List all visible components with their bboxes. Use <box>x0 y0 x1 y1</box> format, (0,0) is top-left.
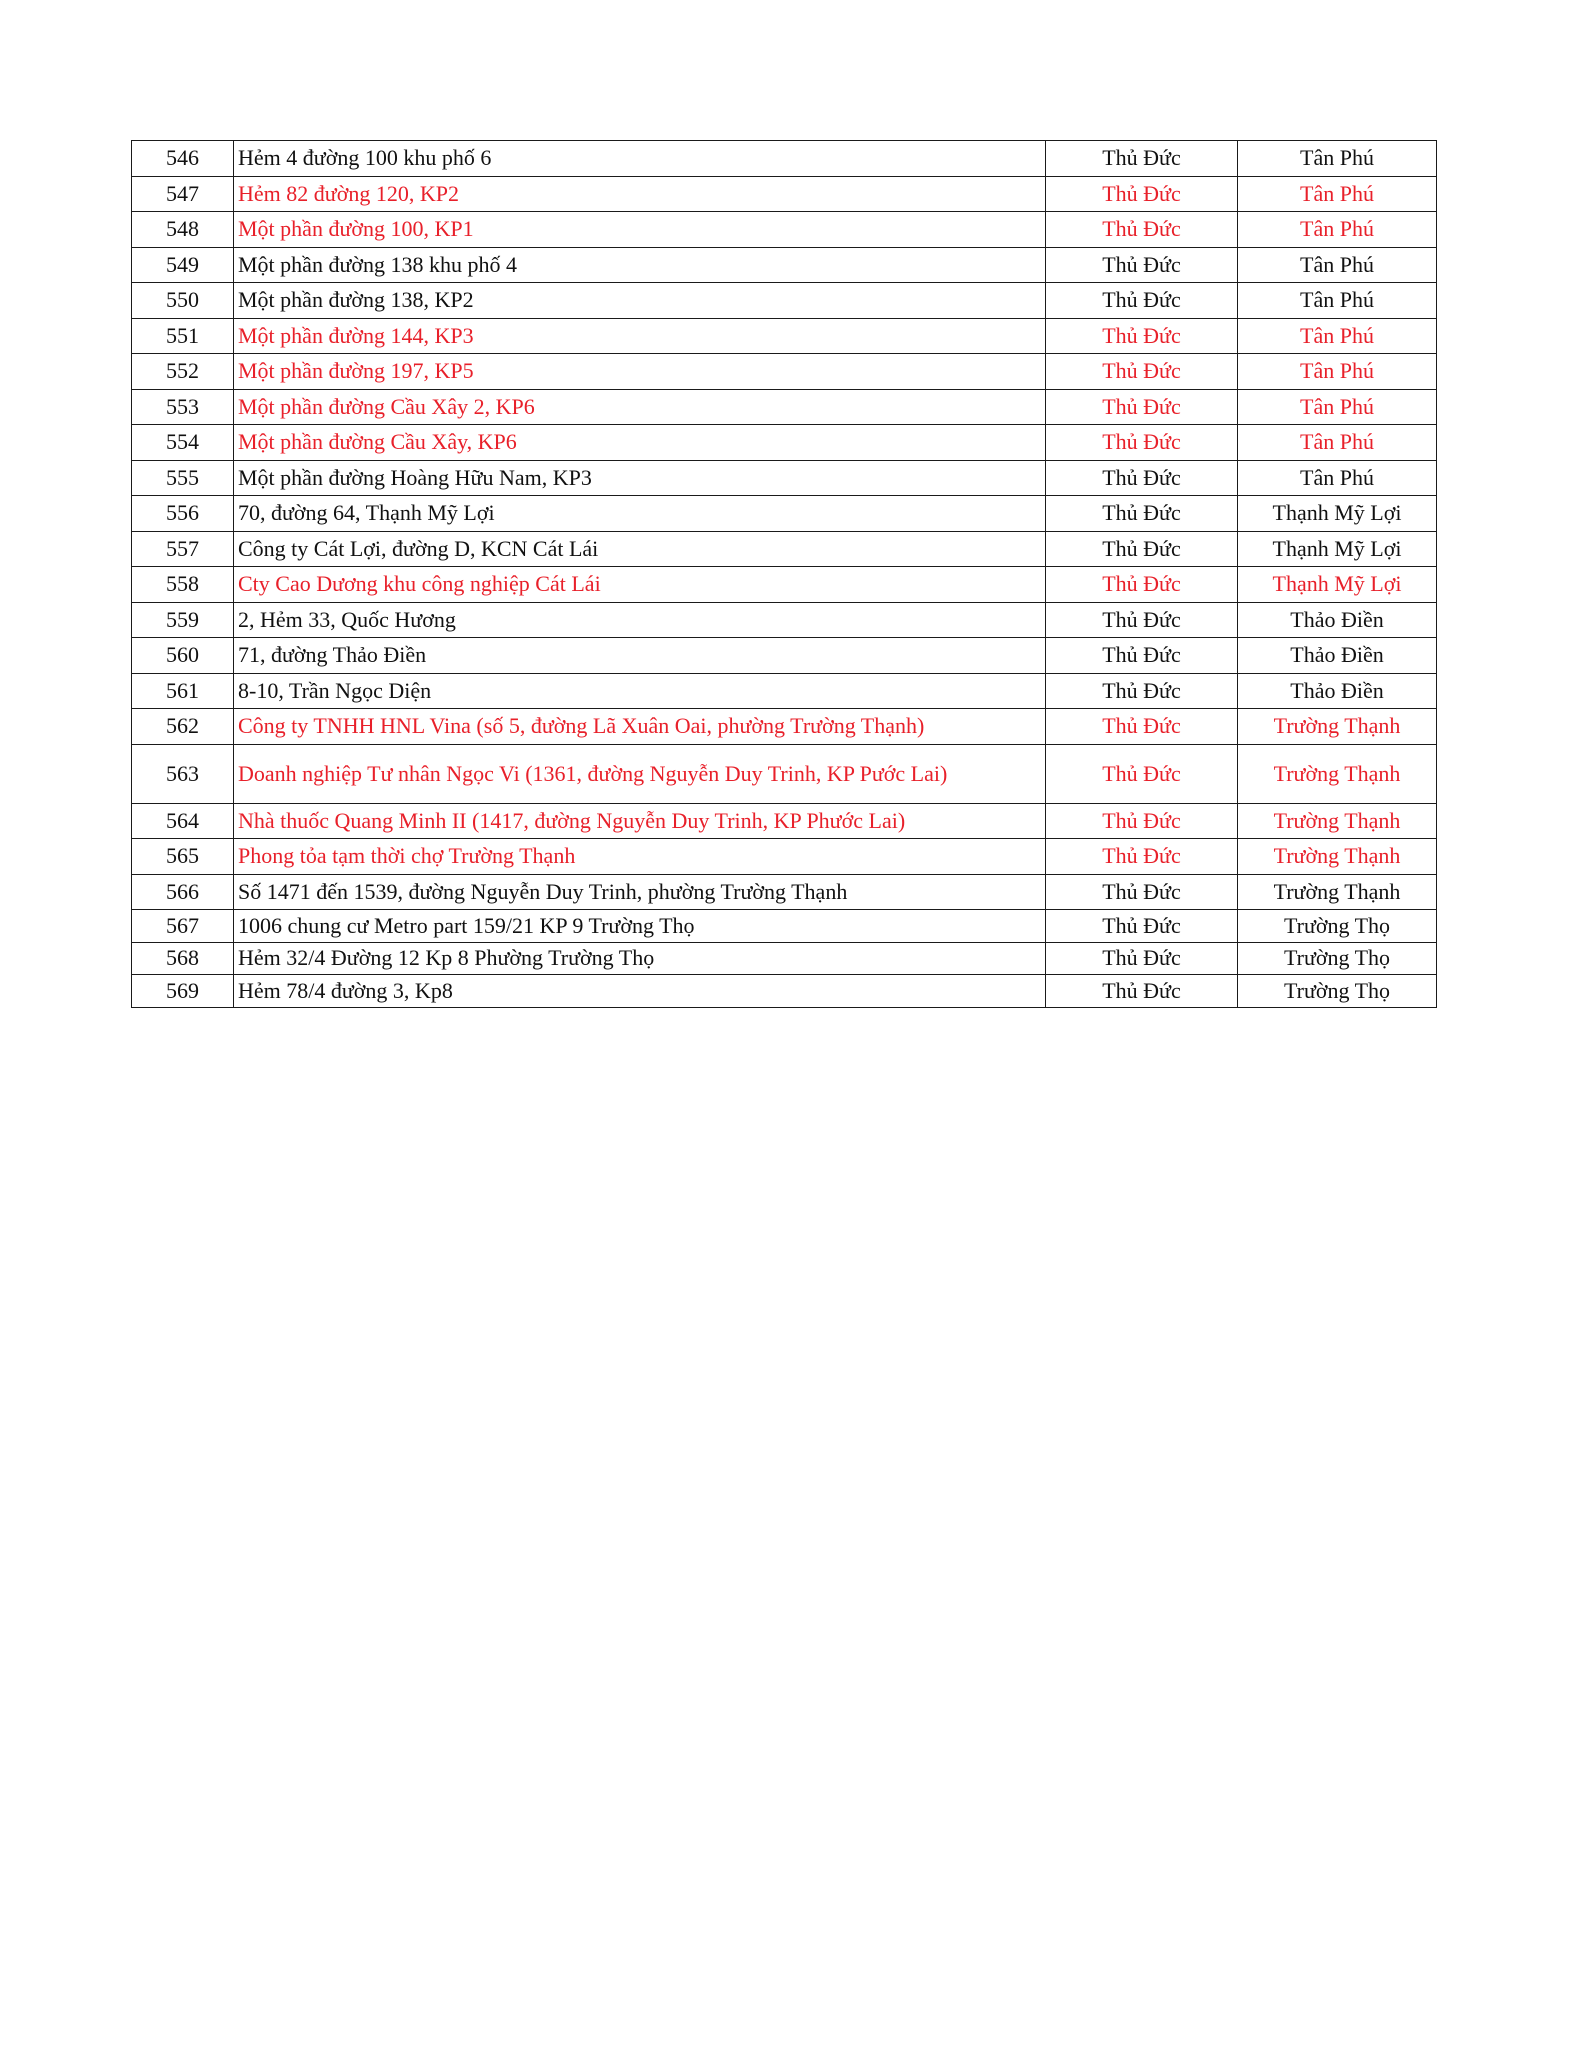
address-cell: Một phần đường 197, KP5 <box>234 354 1046 390</box>
district-cell: Thủ Đức <box>1046 531 1238 567</box>
address-cell: Một phần đường 100, KP1 <box>234 212 1046 248</box>
ward-cell: Thạnh Mỹ Lợi <box>1238 531 1437 567</box>
row-number-cell: 550 <box>132 283 234 319</box>
address-table <box>131 140 1437 1008</box>
table-row <box>132 638 1437 674</box>
table-row <box>132 874 1437 910</box>
ward-cell: Thạnh Mỹ Lợi <box>1238 567 1437 603</box>
row-number-cell: 549 <box>132 247 234 283</box>
address-cell: Hẻm 4 đường 100 khu phố 6 <box>234 141 1046 177</box>
district-cell: Thủ Đức <box>1046 283 1238 319</box>
district-cell: Thủ Đức <box>1046 425 1238 461</box>
address-cell: 1006 chung cư Metro part 159/21 KP 9 Trường Thọ <box>234 910 1046 943</box>
address-cell: 2, Hẻm 33, Quốc Hương <box>234 602 1046 638</box>
table-row <box>132 673 1437 709</box>
ward-cell: Thảo Điền <box>1238 638 1437 674</box>
table-row <box>132 602 1437 638</box>
ward-cell: Tân Phú <box>1238 141 1437 177</box>
row-number-cell: 563 <box>132 744 234 803</box>
district-cell: Thủ Đức <box>1046 354 1238 390</box>
table-row <box>132 460 1437 496</box>
row-number-cell: 560 <box>132 638 234 674</box>
row-number-cell: 547 <box>132 176 234 212</box>
row-number-cell: 565 <box>132 839 234 875</box>
table-row <box>132 531 1437 567</box>
address-cell: Doanh nghiệp Tư nhân Ngọc Vi (1361, đường Nguyễn Duy Trinh, KP Pước Lai) <box>234 744 1046 803</box>
row-number-cell: 567 <box>132 910 234 943</box>
ward-cell: Trường Thạnh <box>1238 803 1437 839</box>
address-cell: Hẻm 32/4 Đường 12 Kp 8 Phường Trường Thọ <box>234 942 1046 975</box>
table-row <box>132 141 1437 177</box>
address-cell: Hẻm 78/4 đường 3, Kp8 <box>234 975 1046 1008</box>
district-cell: Thủ Đức <box>1046 975 1238 1008</box>
row-number-cell: 554 <box>132 425 234 461</box>
row-number-cell: 552 <box>132 354 234 390</box>
address-cell: Cty Cao Dương khu công nghiệp Cát Lái <box>234 567 1046 603</box>
ward-cell: Tân Phú <box>1238 354 1437 390</box>
table-row <box>132 910 1437 943</box>
district-cell: Thủ Đức <box>1046 318 1238 354</box>
ward-cell: Tân Phú <box>1238 283 1437 319</box>
address-cell: 71, đường Thảo Điền <box>234 638 1046 674</box>
row-number-cell: 568 <box>132 942 234 975</box>
table-row <box>132 744 1437 803</box>
district-cell: Thủ Đức <box>1046 567 1238 603</box>
row-number-cell: 558 <box>132 567 234 603</box>
district-cell: Thủ Đức <box>1046 496 1238 532</box>
table-row <box>132 176 1437 212</box>
row-number-cell: 562 <box>132 709 234 745</box>
district-cell: Thủ Đức <box>1046 803 1238 839</box>
ward-cell: Tân Phú <box>1238 460 1437 496</box>
ward-cell: Trường Thạnh <box>1238 709 1437 745</box>
row-number-cell: 556 <box>132 496 234 532</box>
row-number-cell: 566 <box>132 874 234 910</box>
address-cell: Công ty TNHH HNL Vina (số 5, đường Lã Xuân Oai, phường Trường Thạnh) <box>234 709 1046 745</box>
ward-cell: Trường Thọ <box>1238 942 1437 975</box>
address-cell: Một phần đường 138 khu phố 4 <box>234 247 1046 283</box>
ward-cell: Trường Thạnh <box>1238 874 1437 910</box>
table-row <box>132 567 1437 603</box>
address-cell: Nhà thuốc Quang Minh II (1417, đường Nguyễn Duy Trinh, KP Phước Lai) <box>234 803 1046 839</box>
table-row <box>132 803 1437 839</box>
row-number-cell: 551 <box>132 318 234 354</box>
address-cell: Một phần đường Cầu Xây, KP6 <box>234 425 1046 461</box>
table-row <box>132 975 1437 1008</box>
address-cell: Hẻm 82 đường 120, KP2 <box>234 176 1046 212</box>
district-cell: Thủ Đức <box>1046 247 1238 283</box>
row-number-cell: 553 <box>132 389 234 425</box>
ward-cell: Thảo Điền <box>1238 673 1437 709</box>
district-cell: Thủ Đức <box>1046 638 1238 674</box>
address-cell: Số 1471 đến 1539, đường Nguyễn Duy Trinh, phường Trường Thạnh <box>234 874 1046 910</box>
table-row <box>132 709 1437 745</box>
district-cell: Thủ Đức <box>1046 602 1238 638</box>
district-cell: Thủ Đức <box>1046 389 1238 425</box>
table-row <box>132 425 1437 461</box>
address-cell: Công ty Cát Lợi, đường D, KCN Cát Lái <box>234 531 1046 567</box>
row-number-cell: 557 <box>132 531 234 567</box>
ward-cell: Tân Phú <box>1238 318 1437 354</box>
address-cell: Một phần đường 144, KP3 <box>234 318 1046 354</box>
row-number-cell: 548 <box>132 212 234 248</box>
table-row <box>132 247 1437 283</box>
ward-cell: Thảo Điền <box>1238 602 1437 638</box>
district-cell: Thủ Đức <box>1046 141 1238 177</box>
district-cell: Thủ Đức <box>1046 212 1238 248</box>
district-cell: Thủ Đức <box>1046 942 1238 975</box>
table-row <box>132 389 1437 425</box>
ward-cell: Tân Phú <box>1238 389 1437 425</box>
address-table-body <box>132 141 1437 1008</box>
address-cell: Phong tỏa tạm thời chợ Trường Thạnh <box>234 839 1046 875</box>
table-row <box>132 318 1437 354</box>
ward-cell: Trường Thạnh <box>1238 744 1437 803</box>
table-row <box>132 839 1437 875</box>
row-number-cell: 561 <box>132 673 234 709</box>
ward-cell: Tân Phú <box>1238 425 1437 461</box>
row-number-cell: 559 <box>132 602 234 638</box>
district-cell: Thủ Đức <box>1046 673 1238 709</box>
table-row <box>132 354 1437 390</box>
district-cell: Thủ Đức <box>1046 839 1238 875</box>
address-cell: 70, đường 64, Thạnh Mỹ Lợi <box>234 496 1046 532</box>
address-cell: 8-10, Trần Ngọc Diện <box>234 673 1046 709</box>
address-cell: Một phần đường Hoàng Hữu Nam, KP3 <box>234 460 1046 496</box>
district-cell: Thủ Đức <box>1046 874 1238 910</box>
row-number-cell: 569 <box>132 975 234 1008</box>
district-cell: Thủ Đức <box>1046 744 1238 803</box>
ward-cell: Tân Phú <box>1238 176 1437 212</box>
row-number-cell: 564 <box>132 803 234 839</box>
ward-cell: Trường Thọ <box>1238 910 1437 943</box>
district-cell: Thủ Đức <box>1046 176 1238 212</box>
ward-cell: Trường Thọ <box>1238 975 1437 1008</box>
address-table-container <box>131 140 1437 1008</box>
row-number-cell: 555 <box>132 460 234 496</box>
table-row <box>132 283 1437 319</box>
table-row <box>132 212 1437 248</box>
ward-cell: Trường Thạnh <box>1238 839 1437 875</box>
ward-cell: Tân Phú <box>1238 247 1437 283</box>
address-cell: Một phần đường Cầu Xây 2, KP6 <box>234 389 1046 425</box>
district-cell: Thủ Đức <box>1046 910 1238 943</box>
ward-cell: Tân Phú <box>1238 212 1437 248</box>
row-number-cell: 546 <box>132 141 234 177</box>
address-cell: Một phần đường 138, KP2 <box>234 283 1046 319</box>
district-cell: Thủ Đức <box>1046 460 1238 496</box>
table-row <box>132 942 1437 975</box>
table-row <box>132 496 1437 532</box>
ward-cell: Thạnh Mỹ Lợi <box>1238 496 1437 532</box>
district-cell: Thủ Đức <box>1046 709 1238 745</box>
